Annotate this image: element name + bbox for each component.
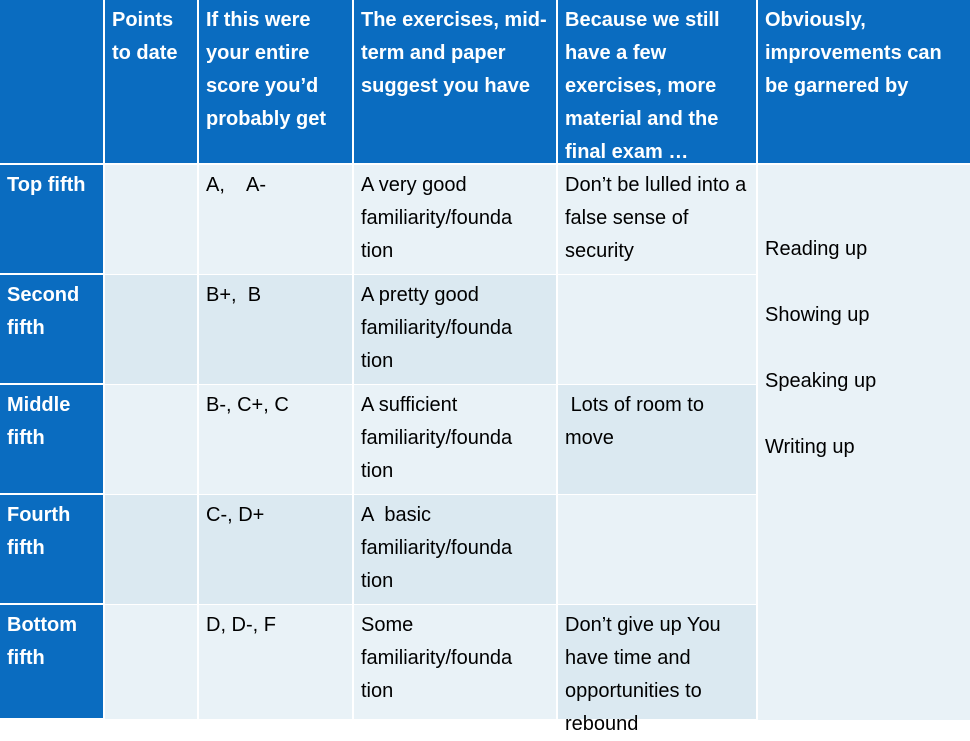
improvements-cell (758, 165, 970, 720)
header-points-to-date: Points to date (105, 0, 197, 165)
header-familiarity: The exercises, mid-term and paper suggest you have (354, 0, 556, 165)
familiarity-cell: A basic familiarity/founda tion (354, 495, 556, 605)
row-label: Second fifth (0, 275, 103, 385)
row-label: Middle fifth (0, 385, 103, 495)
header-advice: Because we still have a few exercises, more material and the final exam … (558, 0, 756, 165)
familiarity-cell: A pretty good familiarity/founda tion (354, 275, 556, 385)
familiarity-cell: Some familiarity/founda tion (354, 605, 556, 720)
points-cell (105, 165, 197, 275)
points-cell (105, 275, 197, 385)
points-cell (105, 495, 197, 605)
improvement-item: Showing up (765, 304, 870, 326)
advice-cell (558, 275, 756, 385)
grade-cell: D, D-, F (199, 605, 352, 720)
row-label: Top fifth (0, 165, 103, 275)
advice-cell: Lots of room to move (558, 385, 756, 495)
row-label: Bottom fifth (0, 605, 103, 720)
advice-cell: Don’t be lulled into a false sense of security (558, 165, 756, 275)
header-probable-grade: If this were your entire score you’d probably get (199, 0, 352, 165)
grade-cell: A, A- (199, 165, 352, 275)
grade-cell: B+, B (199, 275, 352, 385)
advice-cell: Don’t give up You have time and opportunities to rebound (558, 605, 756, 720)
header-improvements: Obviously, improvements can be garnered by (758, 0, 970, 165)
improvement-item: Speaking up (765, 370, 877, 392)
header-corner (0, 0, 103, 165)
improvement-item: Reading up (765, 238, 868, 260)
points-cell (105, 385, 197, 495)
advice-cell (558, 495, 756, 605)
grade-cell: B-, C+, C (199, 385, 352, 495)
grade-cell: C-, D+ (199, 495, 352, 605)
improvement-item: Writing up (765, 436, 855, 458)
row-label: Fourth fifth (0, 495, 103, 605)
points-cell (105, 605, 197, 720)
familiarity-cell: A sufficient familiarity/founda tion (354, 385, 556, 495)
familiarity-cell: A very good familiarity/founda tion (354, 165, 556, 275)
